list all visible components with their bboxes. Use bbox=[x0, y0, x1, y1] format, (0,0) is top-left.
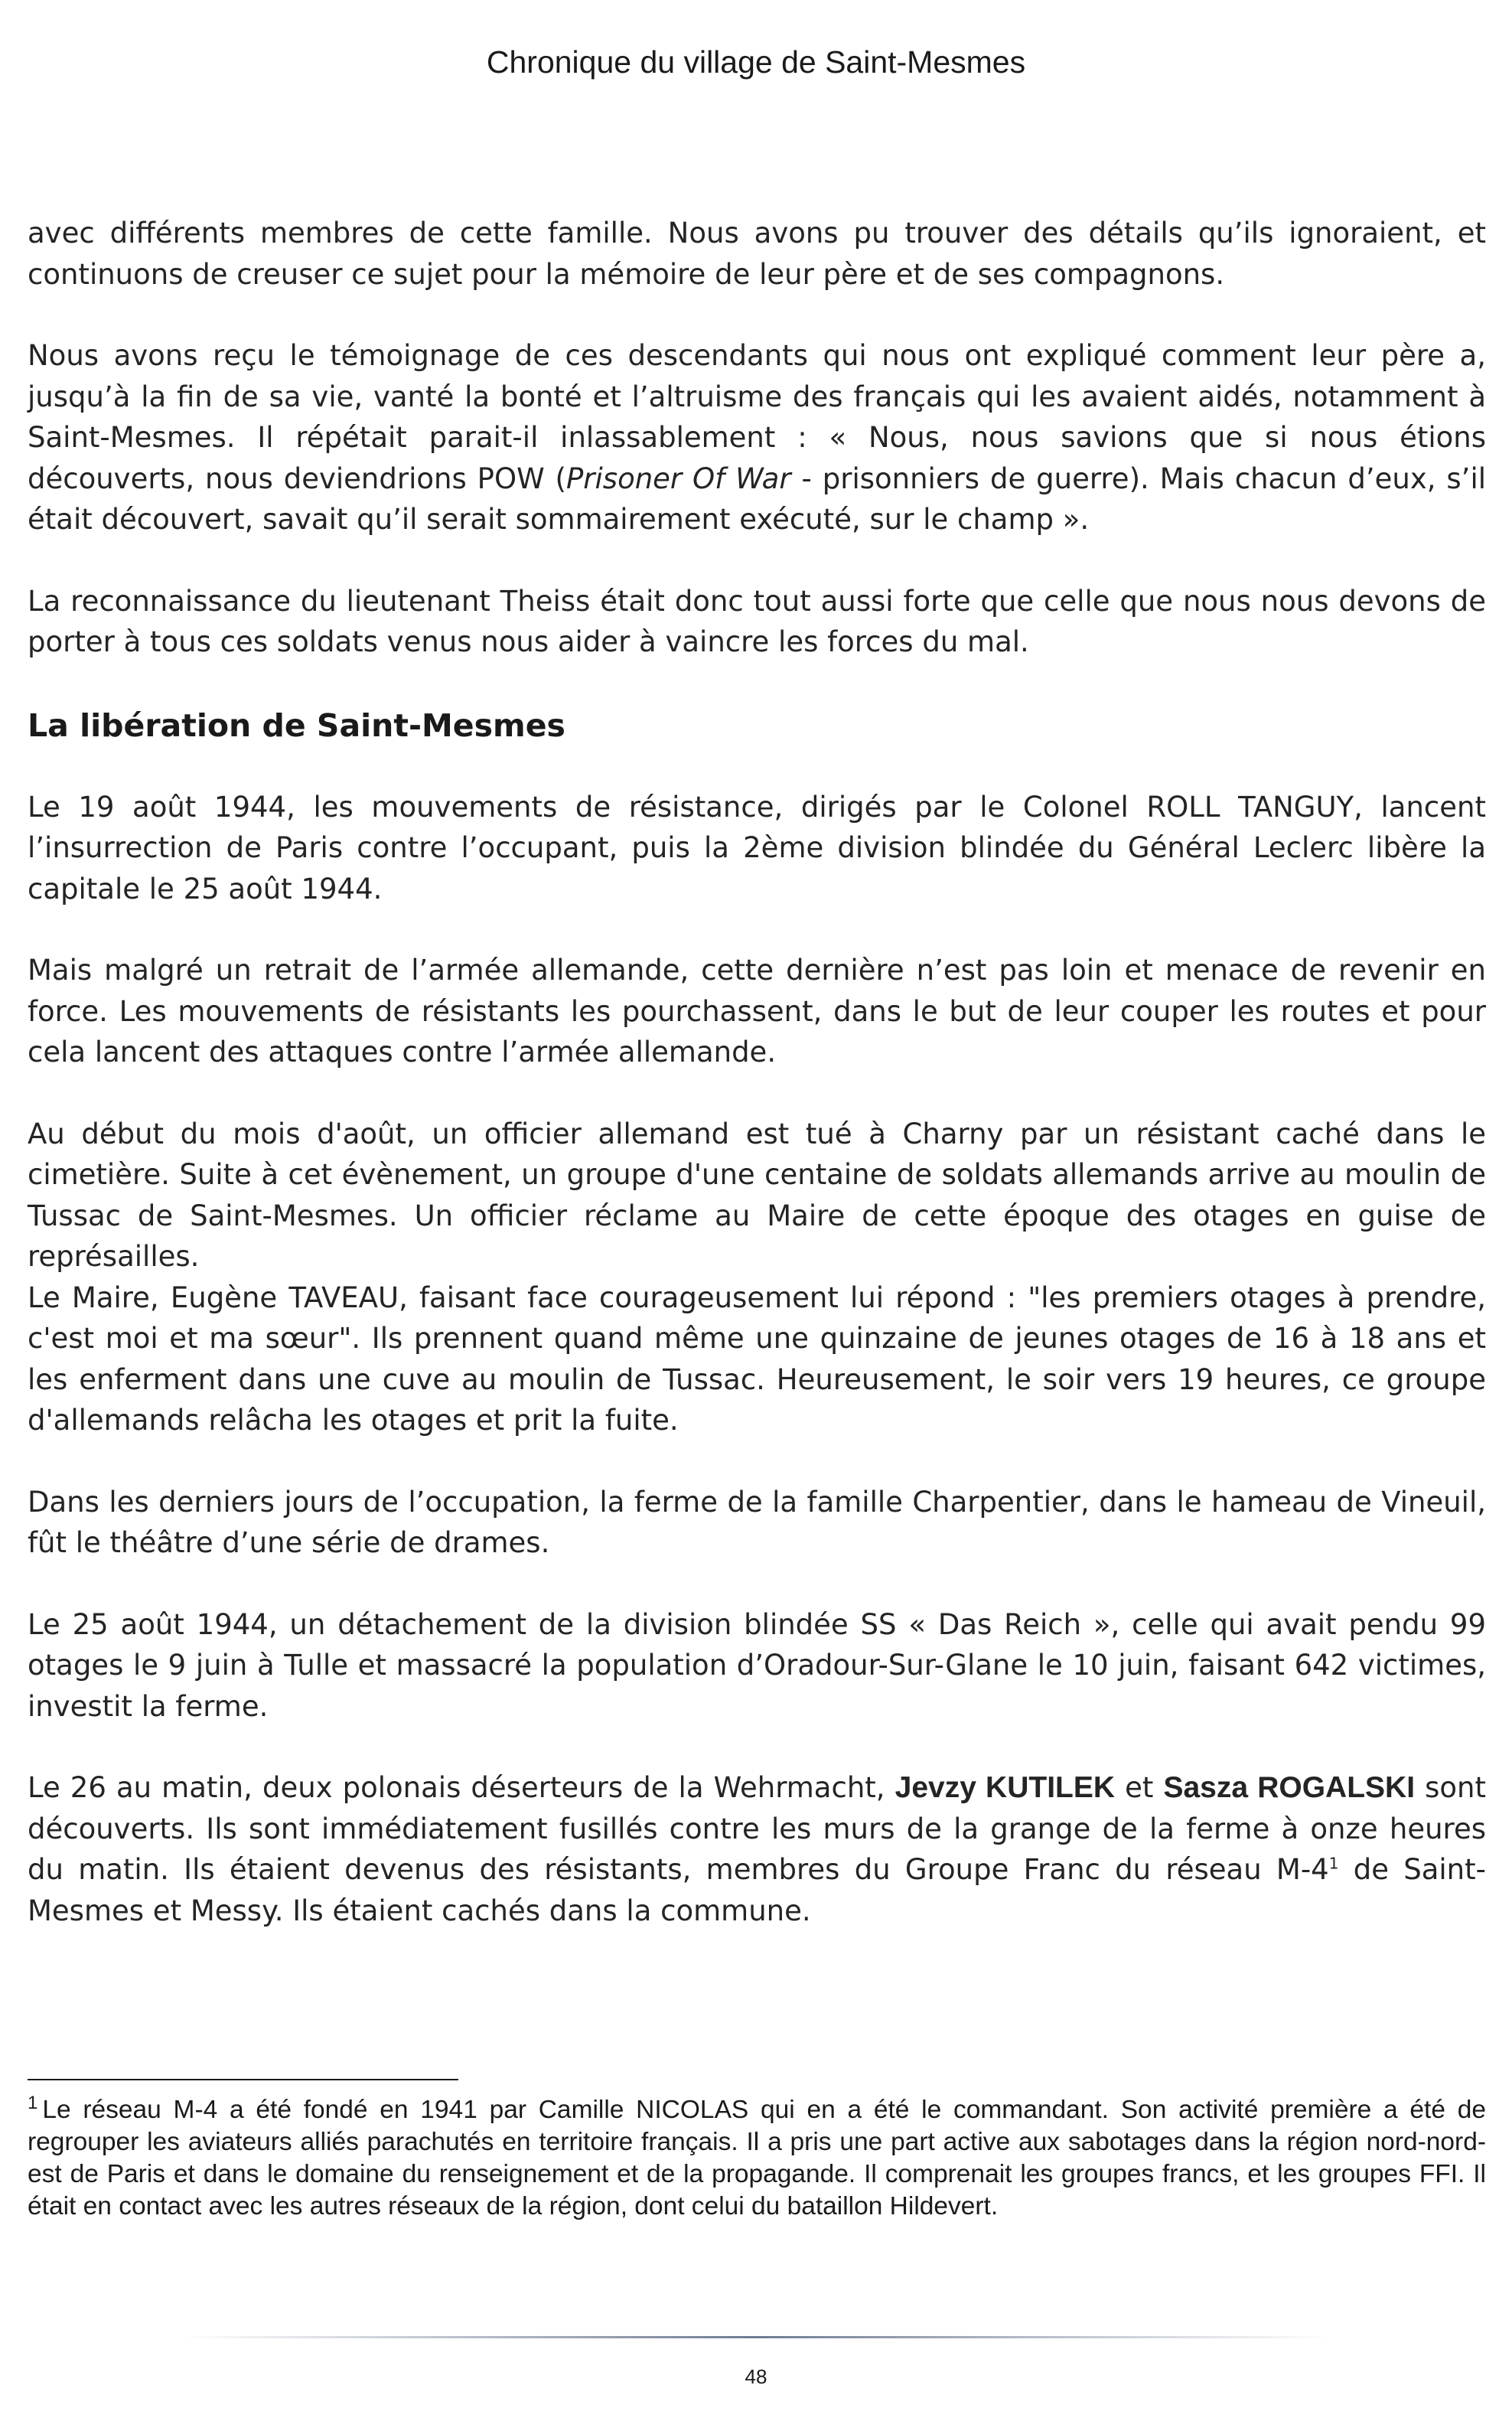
paragraph-mayor: Le Maire, Eugène TAVEAU, faisant face courageusement lui répond : "les premiers otages à prendre, c'est moi et ma sœur". Ils prennent quand même une quinzaine de jeunes otages de 16 à 18 ans et les enferment dans une cuve au moulin de Tussac. Heureusement, le soir vers 19 heures, ce groupe d'allemands relâcha les otages et prit la fuite. bbox=[28, 1281, 1486, 1437]
person-name-rogalski: Sasza ROGALSKI bbox=[1163, 1771, 1416, 1804]
testimony-text-end: - prisonniers de guerre). Mais chacun d’eux, s’il était découvert, savait qu’il serait sommairement exécuté, sur le champ ». bbox=[28, 462, 1486, 536]
paragraph-intro-continuation: avec différents membres de cette famille. Nous avons pu trouver des détails qu’ils ignoraient, et continuons de creuser ce sujet pour la mémoire de leur père et de ses compagnons. bbox=[28, 217, 1486, 291]
paragraph-liberation-paris: Le 19 août 1944, les mouvements de résistance, dirigés par le Colonel ROLL TANGUY, lancent l’insurrection de Paris contre l’occupant, puis la 2ème division blindée du Général Leclerc libère la capitale le 25 août 1944. bbox=[28, 790, 1486, 905]
running-header: Chronique du village de Saint-Mesmes bbox=[486, 44, 1026, 80]
footnote-reference[interactable]: 1 bbox=[1328, 1854, 1339, 1873]
footnote bbox=[28, 2094, 1486, 2223]
deserters-text-and: et bbox=[1115, 1771, 1164, 1804]
testimony-italic: Prisoner Of War bbox=[566, 462, 791, 495]
deserters-text-end: de Saint-Mesmes et Messy. Ils étaient cachés dans la commune. bbox=[28, 1853, 1486, 1927]
paragraph-polish-deserters bbox=[28, 1767, 1486, 1931]
footnote-number: 1 bbox=[28, 2093, 38, 2113]
footer-divider bbox=[184, 2336, 1328, 2338]
body-text bbox=[28, 213, 1486, 1972]
paragraph-testimony bbox=[28, 335, 1486, 540]
footnote-separator bbox=[28, 2079, 458, 2080]
paragraph-recognition: La reconnaissance du lieutenant Theiss était donc tout aussi forte que celle que nous nous devons de porter à tous ces soldats venus nous aider à vaincre les forces du mal. bbox=[28, 584, 1486, 658]
person-name-kutilek: Jevzy KUTILEK bbox=[894, 1771, 1116, 1804]
deserters-text: Le 26 au matin, deux polonais déserteurs de la Wehrmacht, bbox=[28, 1771, 895, 1804]
page-number: 48 bbox=[745, 2365, 767, 2388]
testimony-text: Nous avons reçu le témoignage de ces descendants qui nous ont expliqué comment leur père a, jusqu’à la fin de sa vie, vanté la bonté et l’altruisme des français qui les avaient aidés, notamment à Saint-Mesmes. Il répétait parait-il inlassablement : « Nous, nous savions que si nous étions découverts, nous deviendrions POW ( bbox=[28, 339, 1486, 495]
paragraph-charpentier-farm: Dans les derniers jours de l’occupation, la ferme de la famille Charpentier, dans le hameau de Vineuil, fût le théâtre d’une série de drames. bbox=[28, 1485, 1486, 1559]
deserters-text-middle: sont découverts. Ils sont immédiatement fusillés contre les murs de la grange de la ferme à onze heures du matin. Ils étaient devenus des résistants, membres du Groupe Franc du réseau M-4 bbox=[28, 1771, 1486, 1886]
section-heading: La libération de Saint-Mesmes bbox=[28, 706, 565, 744]
paragraph-das-reich: Le 25 août 1944, un détachement de la division blindée SS « Das Reich », celle qui avait pendu 99 otages le 9 juin à Tulle et massacré la population d’Oradour-Sur-Glane le 10 juin, faisant 642 victimes, investit la ferme. bbox=[28, 1607, 1486, 1723]
paragraph-german-retreat: Mais malgré un retrait de l’armée allemande, cette dernière n’est pas loin et menace de revenir en force. Les mouvements de résistants les pourchassent, dans le but de leur couper les routes et pour cela lancent des attaques contre l’armée allemande. bbox=[28, 954, 1486, 1069]
paragraph-charny: Au début du mois d'août, un officier allemand est tué à Charny par un résistant caché dans le cimetière. Suite à cet évènement, un groupe d'une centaine de soldats allemands arrive au moulin de Tussac de Saint-Mesmes. Un officier réclame au Maire de cette époque des otages en guise de représailles. bbox=[28, 1117, 1486, 1273]
footnote-text: Le réseau M-4 a été fondé en 1941 par Camille NICOLAS qui en a été le commandant. Son activité première a été de regrouper les aviateurs alliés parachutés en territoire français. Il a pris une part active aux sabotages dans la région nord-nord-est de Paris et dans le domaine du renseignement et de la propagande. Il comprenait les groupes francs, et les groupes FFI. Il était en contact avec les autres réseaux de la région, dont celui du bataillon Hildevert. bbox=[28, 2096, 1486, 2220]
